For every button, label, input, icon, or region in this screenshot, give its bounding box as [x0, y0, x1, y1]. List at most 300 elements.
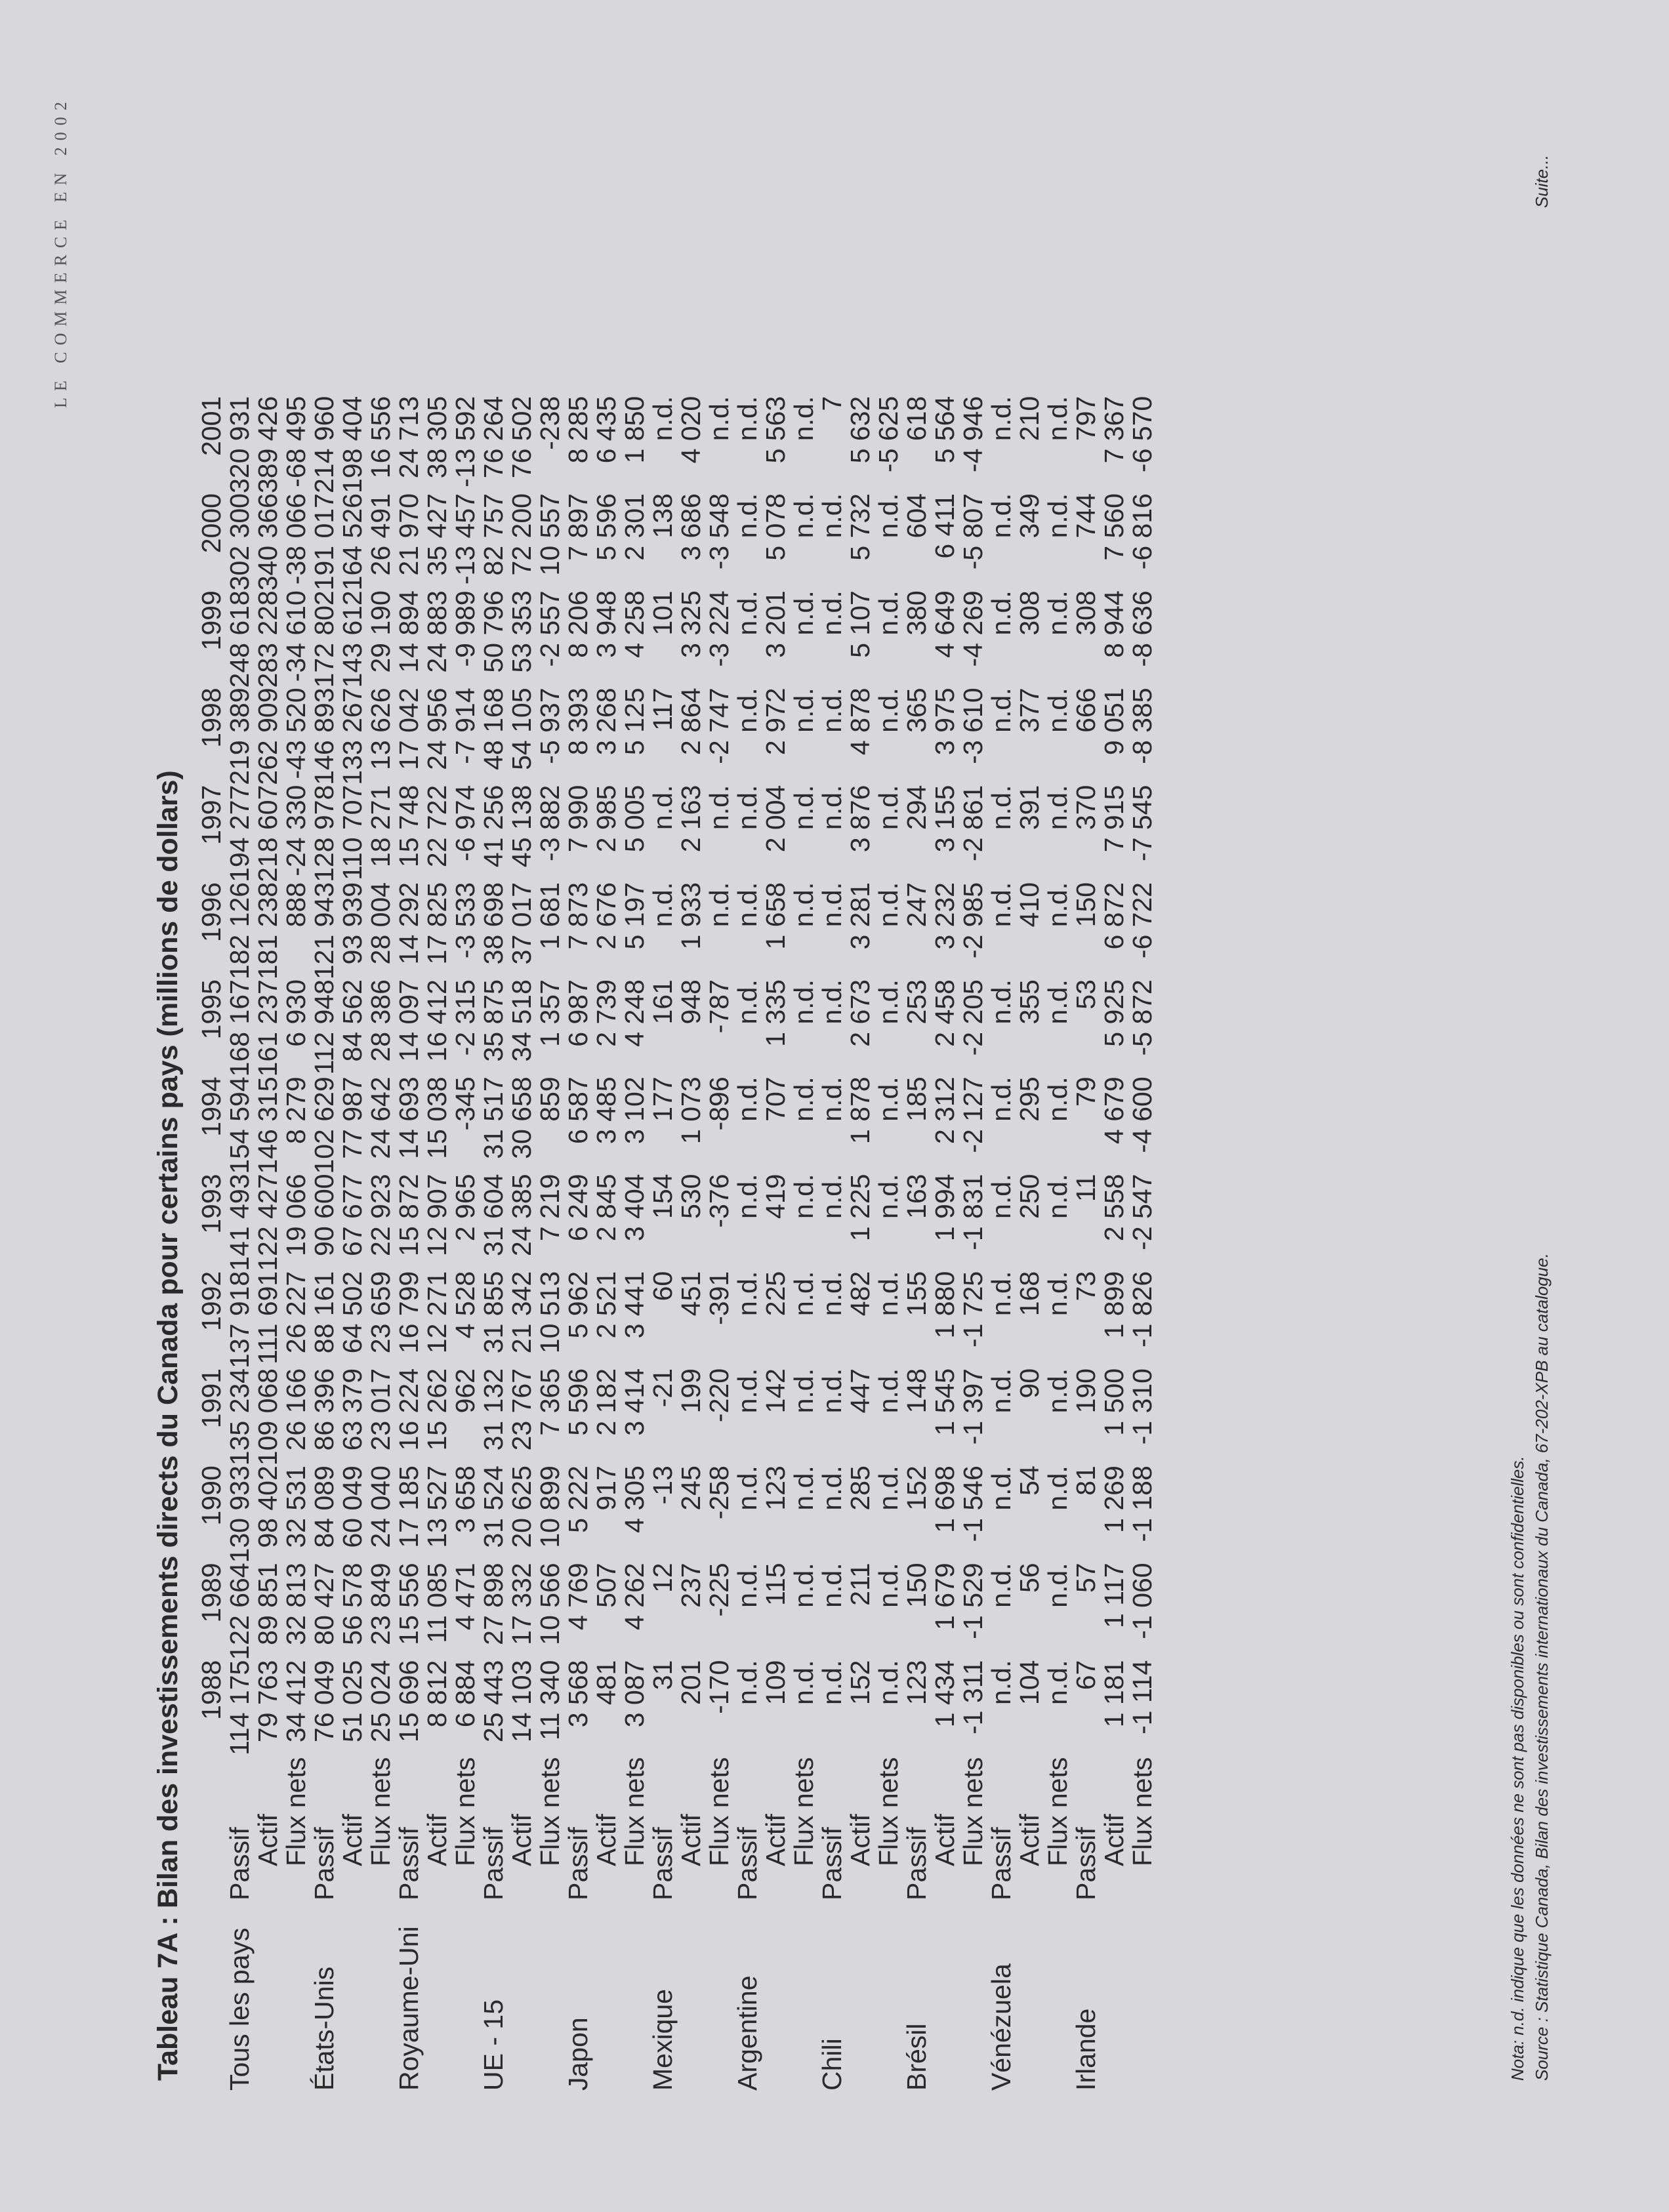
value-cell: n.d.: [789, 1076, 819, 1122]
value-cell: 8 393: [563, 687, 593, 756]
value-cell: 154 594: [224, 1076, 255, 1174]
value-cell: -5 807: [958, 493, 988, 570]
table-row: [226, 396, 254, 2091]
value-cell: 15 262: [422, 1368, 452, 1451]
value-cell: 219 389: [224, 687, 255, 785]
value-cell: -6 570: [1127, 396, 1157, 473]
table-row: [310, 396, 339, 2091]
value-cell: -2 861: [958, 785, 988, 861]
value-cell: 5 197: [619, 882, 649, 950]
value-cell: 13 527: [422, 1465, 452, 1548]
value-cell: 201: [676, 1660, 706, 1706]
value-cell: 101: [648, 590, 678, 636]
row-label: Actif: [337, 1814, 367, 1866]
value-cell: 210: [1014, 396, 1044, 441]
value-cell: 5 107: [845, 590, 875, 658]
value-cell: 3 087: [619, 1660, 649, 1728]
country-label: Brésil: [901, 2023, 932, 2091]
value-cell: 245: [676, 1465, 706, 1511]
value-cell: -1 114: [1127, 1660, 1157, 1734]
header-label-cell: [197, 1757, 226, 1900]
header-country-cell: [197, 1900, 226, 2091]
year-header: 1998: [196, 687, 226, 748]
value-cell: 23 659: [365, 1271, 396, 1354]
value-cell: 154: [648, 1174, 678, 1219]
value-cell: 56 578: [337, 1563, 367, 1645]
table-row: [564, 396, 592, 2091]
table-row: [621, 396, 649, 2091]
value-cell: 3 441: [619, 1271, 649, 1339]
value-cell: 247: [901, 882, 932, 928]
row-label: Actif: [676, 1814, 706, 1866]
value-cell: 152: [901, 1465, 932, 1511]
value-cell: 370: [1071, 785, 1101, 830]
value-cell: 128 978: [309, 785, 339, 882]
value-cell: n.d.: [986, 1271, 1016, 1317]
value-cell: 5 005: [619, 785, 649, 853]
value-cell: 340 366: [253, 493, 283, 591]
running-header: LE COMMERCE EN 2002: [51, 95, 70, 408]
value-cell: 98 402: [253, 1465, 283, 1548]
country-label: Royaume-Uni: [394, 1926, 424, 2091]
row-label: Actif: [1014, 1814, 1044, 1866]
value-cell: -13 592: [450, 396, 480, 487]
value-cell: 5 596: [563, 1368, 593, 1436]
value-cell: 380: [901, 590, 932, 636]
table-row: [846, 396, 875, 2091]
table-row: [254, 396, 282, 2091]
value-cell: n.d.: [732, 1563, 762, 1608]
value-cell: 5 563: [760, 396, 791, 464]
row-label: Actif: [1099, 1814, 1129, 1866]
row-label: Passif: [394, 1827, 424, 1900]
value-cell: n.d.: [817, 1271, 847, 1317]
country-label: [762, 1900, 790, 2091]
value-cell: 24 385: [506, 1174, 537, 1256]
country-label: [451, 1900, 480, 2091]
value-cell: n.d.: [732, 882, 762, 928]
value-cell: 419: [760, 1174, 791, 1219]
value-cell: 7 990: [563, 785, 593, 853]
value-cell: n.d.: [986, 1465, 1016, 1511]
value-cell: 5 078: [760, 493, 791, 561]
value-cell: 15 872: [394, 1174, 424, 1256]
value-cell: 1 357: [535, 979, 565, 1047]
value-cell: 797: [1071, 396, 1101, 441]
value-cell: 22 722: [422, 785, 452, 868]
value-cell: n.d.: [732, 590, 762, 636]
value-cell: 34 518: [506, 979, 537, 1062]
value-cell: 2 972: [760, 687, 791, 756]
value-cell: -2 205: [958, 979, 988, 1056]
country-label: [508, 1900, 536, 2091]
value-cell: 37 017: [506, 882, 537, 965]
value-cell: n.d.: [986, 882, 1016, 928]
value-cell: 17 332: [506, 1563, 537, 1645]
row-label: Actif: [253, 1814, 283, 1866]
year-header: 1992: [196, 1271, 226, 1331]
row-label: Actif: [760, 1814, 791, 1866]
value-cell: 148: [901, 1368, 932, 1414]
value-cell: -3 533: [450, 882, 480, 959]
value-cell: -1 826: [1127, 1271, 1157, 1348]
value-cell: -6 722: [1127, 882, 1157, 959]
table-row: [1128, 396, 1157, 2091]
value-cell: 143 612: [337, 590, 367, 688]
value-cell: 137 918: [224, 1271, 255, 1368]
country-label: Argentine: [732, 1975, 762, 2091]
value-cell: 152: [845, 1660, 875, 1706]
value-cell: 182 126: [224, 882, 255, 980]
value-cell: 5 222: [563, 1465, 593, 1533]
value-cell: -3 882: [535, 785, 565, 861]
value-cell: 67 677: [337, 1174, 367, 1256]
value-cell: n.d.: [789, 1174, 819, 1219]
value-cell: 237: [676, 1563, 706, 1608]
value-cell: 168 167: [224, 979, 255, 1077]
value-cell: 1 878: [845, 1076, 875, 1144]
value-cell: 6 930: [281, 979, 311, 1047]
value-cell: -3 610: [958, 687, 988, 764]
row-label: Passif: [648, 1827, 678, 1900]
country-label: [423, 1900, 451, 2091]
value-cell: 1 681: [535, 882, 565, 950]
value-cell: n.d.: [986, 979, 1016, 1025]
value-cell: n.d.: [1042, 1174, 1073, 1219]
value-cell: 90 600: [309, 1174, 339, 1256]
value-cell: 4 258: [619, 590, 649, 658]
value-cell: 12 271: [422, 1271, 452, 1354]
value-cell: 26 227: [281, 1271, 311, 1354]
value-cell: n.d.: [1042, 396, 1073, 441]
table-row: [733, 396, 762, 2091]
value-cell: n.d.: [732, 493, 762, 539]
value-cell: -8 385: [1127, 687, 1157, 764]
value-cell: 2 558: [1099, 1174, 1129, 1242]
value-cell: n.d.: [986, 687, 1016, 733]
table-row: [536, 396, 564, 2091]
value-cell: 76 049: [309, 1660, 339, 1743]
row-label: Passif: [817, 1827, 847, 1900]
value-cell: -5 625: [873, 396, 903, 473]
value-cell: -170: [704, 1660, 734, 1714]
value-cell: 130 933: [224, 1465, 255, 1563]
value-cell: -5 872: [1127, 979, 1157, 1056]
value-cell: 308: [1071, 590, 1101, 636]
value-cell: 21 970: [394, 493, 424, 576]
value-cell: 15 556: [394, 1563, 424, 1645]
value-cell: 2 845: [591, 1174, 621, 1242]
value-cell: 481: [591, 1660, 621, 1706]
value-cell: n.d.: [704, 396, 734, 441]
value-cell: 482: [845, 1271, 875, 1317]
value-cell: -787: [704, 979, 734, 1034]
value-cell: 161 237: [253, 979, 283, 1077]
value-cell: 45 138: [506, 785, 537, 868]
year-header: 1994: [196, 1076, 226, 1137]
value-cell: 3 568: [563, 1660, 593, 1728]
value-cell: 2 163: [676, 785, 706, 853]
value-cell: 155: [901, 1271, 932, 1317]
row-label: Passif: [1071, 1827, 1101, 1900]
row-label: Actif: [422, 1814, 452, 1866]
value-cell: 122 664: [224, 1563, 255, 1660]
value-cell: 16 799: [394, 1271, 424, 1354]
value-cell: -2 547: [1127, 1174, 1157, 1250]
table-row: [903, 396, 931, 2091]
value-cell: -2 747: [704, 687, 734, 764]
value-cell: 25 024: [365, 1660, 396, 1743]
row-label: Actif: [591, 1814, 621, 1866]
value-cell: 15 038: [422, 1076, 452, 1159]
header-row: [197, 396, 226, 2091]
table-row: [282, 396, 310, 2091]
value-cell: 302 300: [224, 493, 255, 591]
value-cell: 3 325: [676, 590, 706, 658]
value-cell: 507: [591, 1563, 621, 1608]
value-cell: 181 238: [253, 882, 283, 980]
value-cell: 60 049: [337, 1465, 367, 1548]
value-cell: 7 560: [1099, 493, 1129, 561]
value-cell: -43 520: [281, 687, 311, 779]
value-cell: 214 960: [309, 396, 339, 494]
value-cell: 191 017: [309, 493, 339, 591]
country-label: [1044, 1900, 1072, 2091]
value-cell: n.d.: [986, 1076, 1016, 1122]
table-row: [705, 396, 733, 2091]
value-cell: -1 310: [1127, 1368, 1157, 1445]
value-cell: 2 301: [619, 493, 649, 561]
value-cell: 27 898: [478, 1563, 508, 1645]
value-cell: 1 933: [676, 882, 706, 950]
value-cell: 198 404: [337, 396, 367, 494]
value-cell: 102 629: [309, 1076, 339, 1174]
value-cell: 86 396: [309, 1368, 339, 1451]
value-cell: n.d.: [873, 785, 903, 830]
year-header: 1990: [196, 1465, 226, 1526]
value-cell: n.d.: [789, 1660, 819, 1706]
value-cell: 115: [760, 1563, 791, 1606]
value-cell: n.d.: [732, 1271, 762, 1317]
value-cell: 1 225: [845, 1174, 875, 1242]
value-cell: 38 698: [478, 882, 508, 965]
value-cell: -4 600: [1127, 1076, 1157, 1153]
table-row: [818, 396, 846, 2091]
year-header: 1996: [196, 882, 226, 943]
value-cell: 253: [901, 979, 932, 1025]
value-cell: n.d.: [789, 785, 819, 830]
value-cell: 60: [648, 1271, 678, 1301]
value-cell: 859: [535, 1076, 565, 1122]
year-header: 1993: [196, 1174, 226, 1234]
value-cell: 112 948: [309, 979, 339, 1075]
row-label: Passif: [986, 1827, 1016, 1900]
value-cell: n.d.: [817, 1174, 847, 1219]
value-cell: 84 089: [309, 1465, 339, 1548]
value-cell: n.d.: [789, 882, 819, 928]
row-label: Passif: [224, 1827, 255, 1900]
value-cell: 82 757: [478, 493, 508, 576]
value-cell: 7 915: [1099, 785, 1129, 853]
value-cell: 23 849: [365, 1563, 396, 1645]
value-cell: 8 285: [563, 396, 593, 464]
row-label: Flux nets: [873, 1757, 903, 1866]
country-label: [875, 1900, 903, 2091]
value-cell: -1 060: [1127, 1563, 1157, 1639]
value-cell: -8 636: [1127, 590, 1157, 667]
value-cell: 16 224: [394, 1368, 424, 1451]
value-cell: 308: [1014, 590, 1044, 636]
value-cell: n.d.: [789, 1563, 819, 1608]
value-cell: 146 315: [253, 1076, 283, 1174]
value-cell: n.d.: [732, 1174, 762, 1219]
row-label: Flux nets: [958, 1757, 988, 1866]
value-cell: n.d.: [648, 882, 678, 928]
value-cell: 57: [1071, 1563, 1101, 1593]
value-cell: 109 068: [253, 1368, 283, 1466]
value-cell: 2 985: [591, 785, 621, 853]
table-row: [480, 396, 508, 2091]
value-cell: 54: [1014, 1465, 1044, 1496]
value-cell: n.d.: [732, 1660, 762, 1706]
value-cell: 90: [1014, 1368, 1044, 1399]
value-cell: 14 097: [394, 979, 424, 1062]
value-cell: n.d.: [732, 687, 762, 733]
value-cell: 163: [901, 1174, 932, 1219]
row-label: Flux nets: [619, 1757, 649, 1866]
value-cell: 31 132: [478, 1368, 508, 1451]
value-cell: 185: [901, 1076, 932, 1122]
value-cell: 3 268: [591, 687, 621, 756]
value-cell: -1 831: [958, 1174, 988, 1250]
value-cell: -345: [450, 1076, 480, 1131]
value-cell: 283 228: [253, 590, 283, 688]
country-label: [254, 1900, 282, 2091]
row-label: Flux nets: [535, 1757, 565, 1866]
value-cell: n.d.: [1042, 979, 1073, 1025]
value-cell: 10 899: [535, 1465, 565, 1548]
value-cell: n.d.: [704, 785, 734, 830]
value-cell: 150: [1071, 882, 1101, 928]
value-cell: 248 618: [224, 590, 255, 688]
value-cell: n.d.: [873, 1076, 903, 1122]
table-row: [423, 396, 451, 2091]
value-cell: 17 185: [394, 1465, 424, 1548]
value-cell: n.d.: [986, 1174, 1016, 1219]
country-label: [621, 1900, 649, 2091]
value-cell: n.d.: [986, 1563, 1016, 1608]
value-cell: 53: [1071, 979, 1101, 1010]
value-cell: n.d.: [648, 396, 678, 441]
value-cell: 17 042: [394, 687, 424, 770]
value-cell: 917: [591, 1465, 621, 1511]
value-cell: 5 564: [930, 396, 960, 464]
value-cell: -3 224: [704, 590, 734, 667]
country-label: [1016, 1900, 1044, 2091]
value-cell: n.d.: [789, 493, 819, 539]
value-cell: -2 557: [535, 590, 565, 667]
year-header: 1999: [196, 590, 226, 651]
value-cell: 73: [1071, 1271, 1101, 1301]
value-cell: 218 607: [253, 785, 283, 882]
value-cell: 172 802: [309, 590, 339, 688]
value-cell: 4 528: [450, 1271, 480, 1339]
value-cell: n.d.: [873, 590, 903, 636]
value-cell: -1 546: [958, 1465, 988, 1542]
value-cell: 2 673: [845, 979, 875, 1047]
country-label: Tous les pays: [224, 1927, 255, 2091]
value-cell: -2 985: [958, 882, 988, 959]
table-row: [790, 396, 818, 2091]
value-cell: 3 948: [591, 590, 621, 658]
value-cell: 355: [1014, 979, 1044, 1025]
value-cell: 4 769: [563, 1563, 593, 1631]
value-cell: 25 443: [478, 1660, 508, 1743]
value-cell: 6 411: [930, 493, 960, 559]
value-cell: 3 281: [845, 882, 875, 950]
value-cell: 24 642: [365, 1076, 396, 1159]
value-cell: 6 987: [563, 979, 593, 1047]
value-cell: 1 899: [1099, 1271, 1129, 1339]
value-cell: 3 102: [619, 1076, 649, 1144]
value-cell: 7 897: [563, 493, 593, 561]
value-cell: 122 427: [253, 1174, 283, 1271]
value-cell: 4 471: [450, 1563, 480, 1631]
value-cell: 17 825: [422, 882, 452, 965]
value-cell: n.d.: [817, 1660, 847, 1706]
year-header: 1995: [196, 979, 226, 1040]
value-cell: 15 748: [394, 785, 424, 868]
value-cell: n.d.: [1042, 1660, 1073, 1706]
table-row: [395, 396, 423, 2091]
country-label: Chili: [817, 2038, 847, 2091]
value-cell: 93 939: [337, 882, 367, 965]
value-cell: 389 426: [253, 396, 283, 494]
value-cell: n.d.: [1042, 1563, 1073, 1608]
value-cell: n.d.: [789, 1465, 819, 1511]
value-cell: 211: [845, 1563, 875, 1606]
country-label: [959, 1900, 987, 2091]
value-cell: 133 267: [337, 687, 367, 785]
value-cell: 164 526: [337, 493, 367, 591]
value-cell: 8 279: [281, 1076, 311, 1144]
value-cell: 11 340: [535, 1660, 565, 1741]
value-cell: 194 277: [224, 785, 255, 882]
country-label: [931, 1900, 959, 2091]
value-cell: n.d.: [817, 1465, 847, 1511]
table-row: [875, 396, 903, 2091]
value-cell: -34 610: [281, 590, 311, 682]
row-label: Flux nets: [789, 1757, 819, 1866]
value-cell: n.d.: [873, 1563, 903, 1608]
country-label: [367, 1900, 395, 2091]
value-cell: 109: [760, 1660, 791, 1706]
value-cell: n.d.: [1042, 1271, 1073, 1317]
value-cell: n.d.: [732, 1368, 762, 1414]
value-cell: 2 676: [591, 882, 621, 950]
table-row: [987, 396, 1016, 2091]
row-label: Passif: [901, 1827, 932, 1900]
value-cell: 13 626: [365, 687, 396, 770]
value-cell: 295: [1014, 1076, 1044, 1122]
value-cell: n.d.: [1042, 785, 1073, 830]
value-cell: n.d.: [1042, 1076, 1073, 1122]
value-cell: n.d.: [789, 590, 819, 636]
country-label: [339, 1900, 367, 2091]
value-cell: 1 269: [1099, 1465, 1129, 1533]
value-cell: n.d.: [1042, 687, 1073, 733]
country-label: [677, 1900, 705, 2091]
